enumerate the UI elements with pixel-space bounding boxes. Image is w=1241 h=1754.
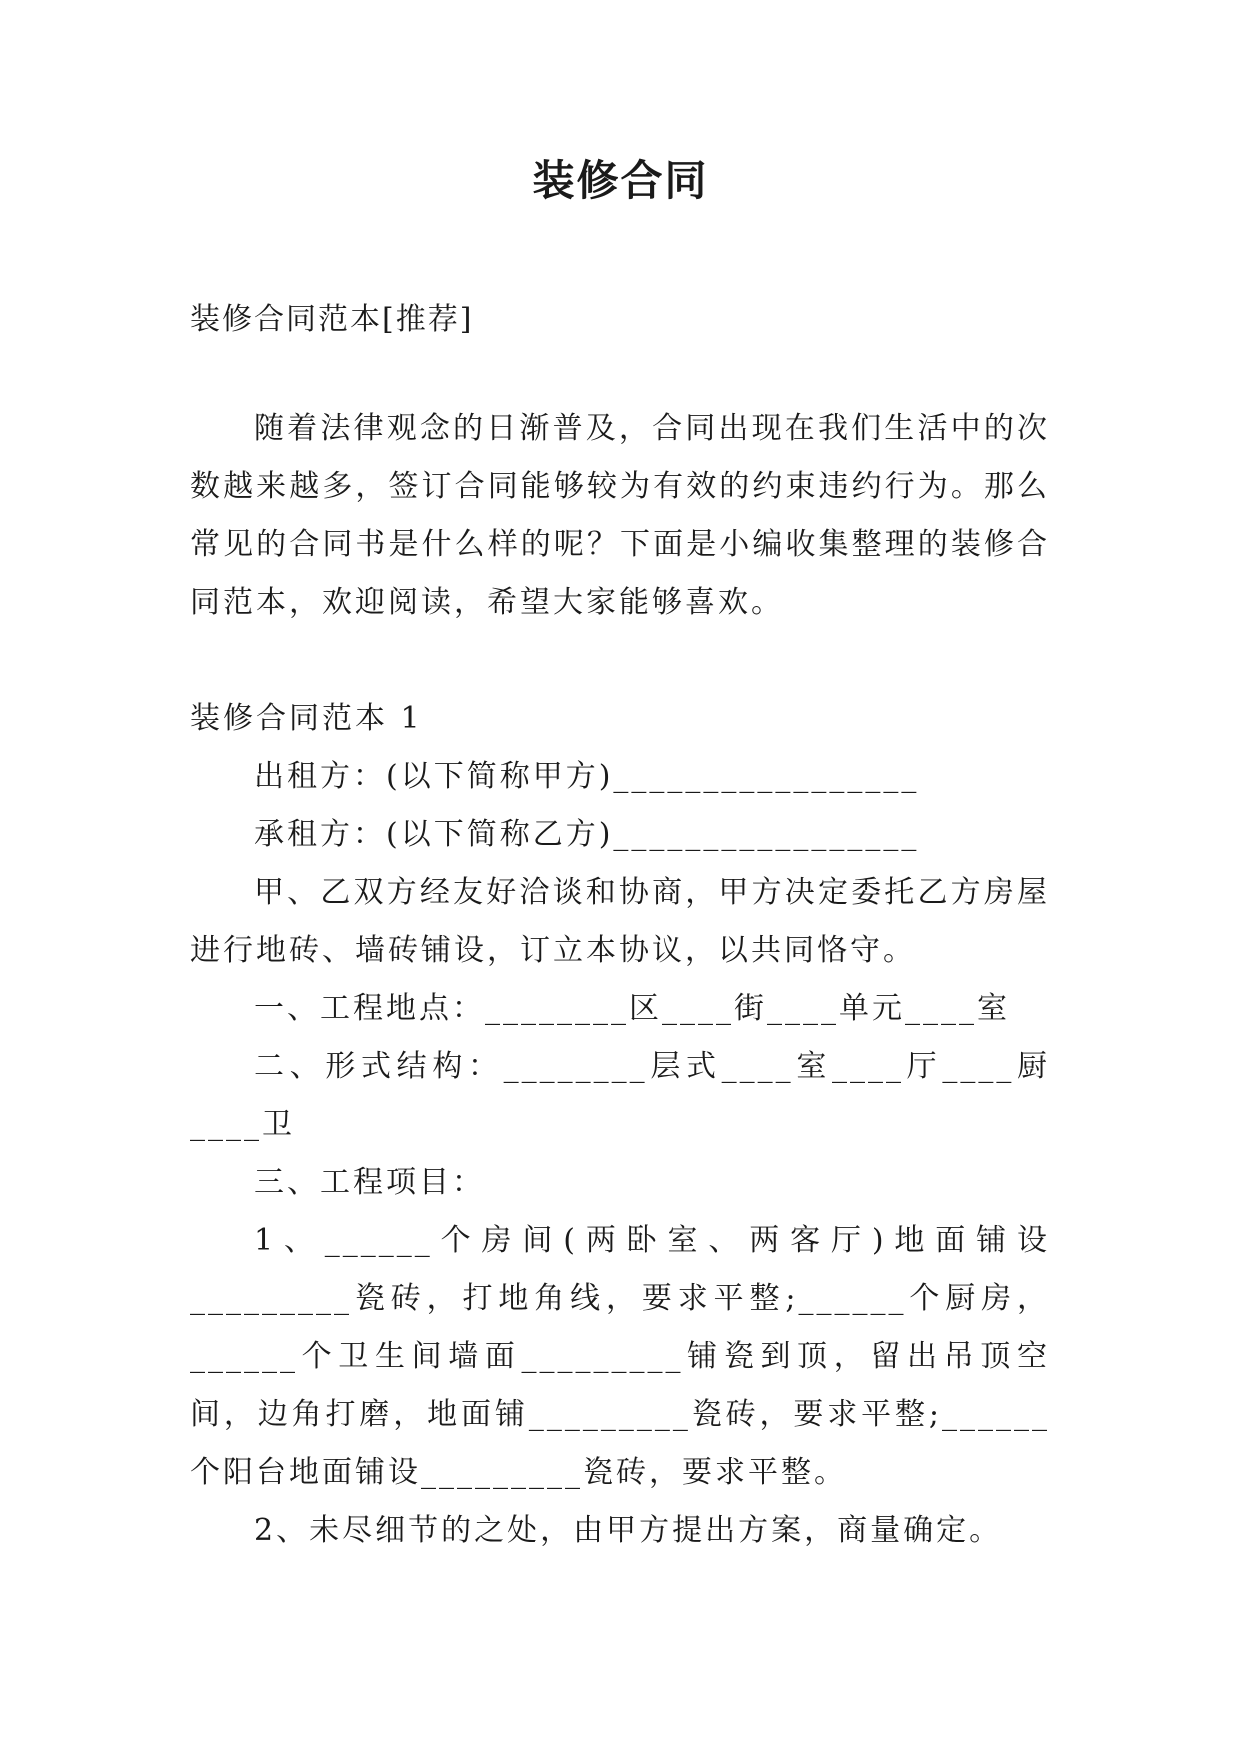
section-heading: 装修合同范本 1 [190,701,423,736]
project-location-item: 一、工程地点：________区____街____单元____室 [254,991,1010,1026]
intro-paragraph: 随着法律观念的日渐普及，合同出现在我们生活中的次数越来越多，签订合同能够较为有效的约束违约行为。那么常见的合同书是什么样的呢？下面是小编收集整理的装修合同范本，欢迎阅读，希望大家能够喜欢。 [190,411,1050,620]
document-subtitle: 装修合同范本[推荐] [190,302,474,337]
structure-item: 二、形式结构：________层式____室____厅____厨____卫 [190,1049,1050,1142]
clause-1: 1、______个房间(两卧室、两客厅)地面铺设_________瓷砖，打地角线，要求平整;______个厨房，______个卫生间墙面_________铺瓷到顶，留出吊顶空间，边角打磨，地面铺_________瓷砖，要求平整;______个阳台地面铺设_________瓷砖，要求平整。 [190,1223,1050,1490]
document-title: 装修合同 [532,156,709,205]
document-body [190,400,1050,1560]
lessor-line: 出租方：(以下简称甲方)_________________ [254,759,920,794]
paragraph-gap [190,632,1050,690]
project-items-heading: 三、工程项目： [254,1165,485,1200]
lessee-line: 承租方：(以下简称乙方)_________________ [254,817,920,852]
agreement-paragraph: 甲、乙双方经友好洽谈和协商，甲方决定委托乙方房屋进行地砖、墙砖铺设，订立本协议，以共同恪守。 [190,875,1050,968]
clause-2: 2、未尽细节的之处，由甲方提出方案，商量确定。 [254,1513,1003,1548]
